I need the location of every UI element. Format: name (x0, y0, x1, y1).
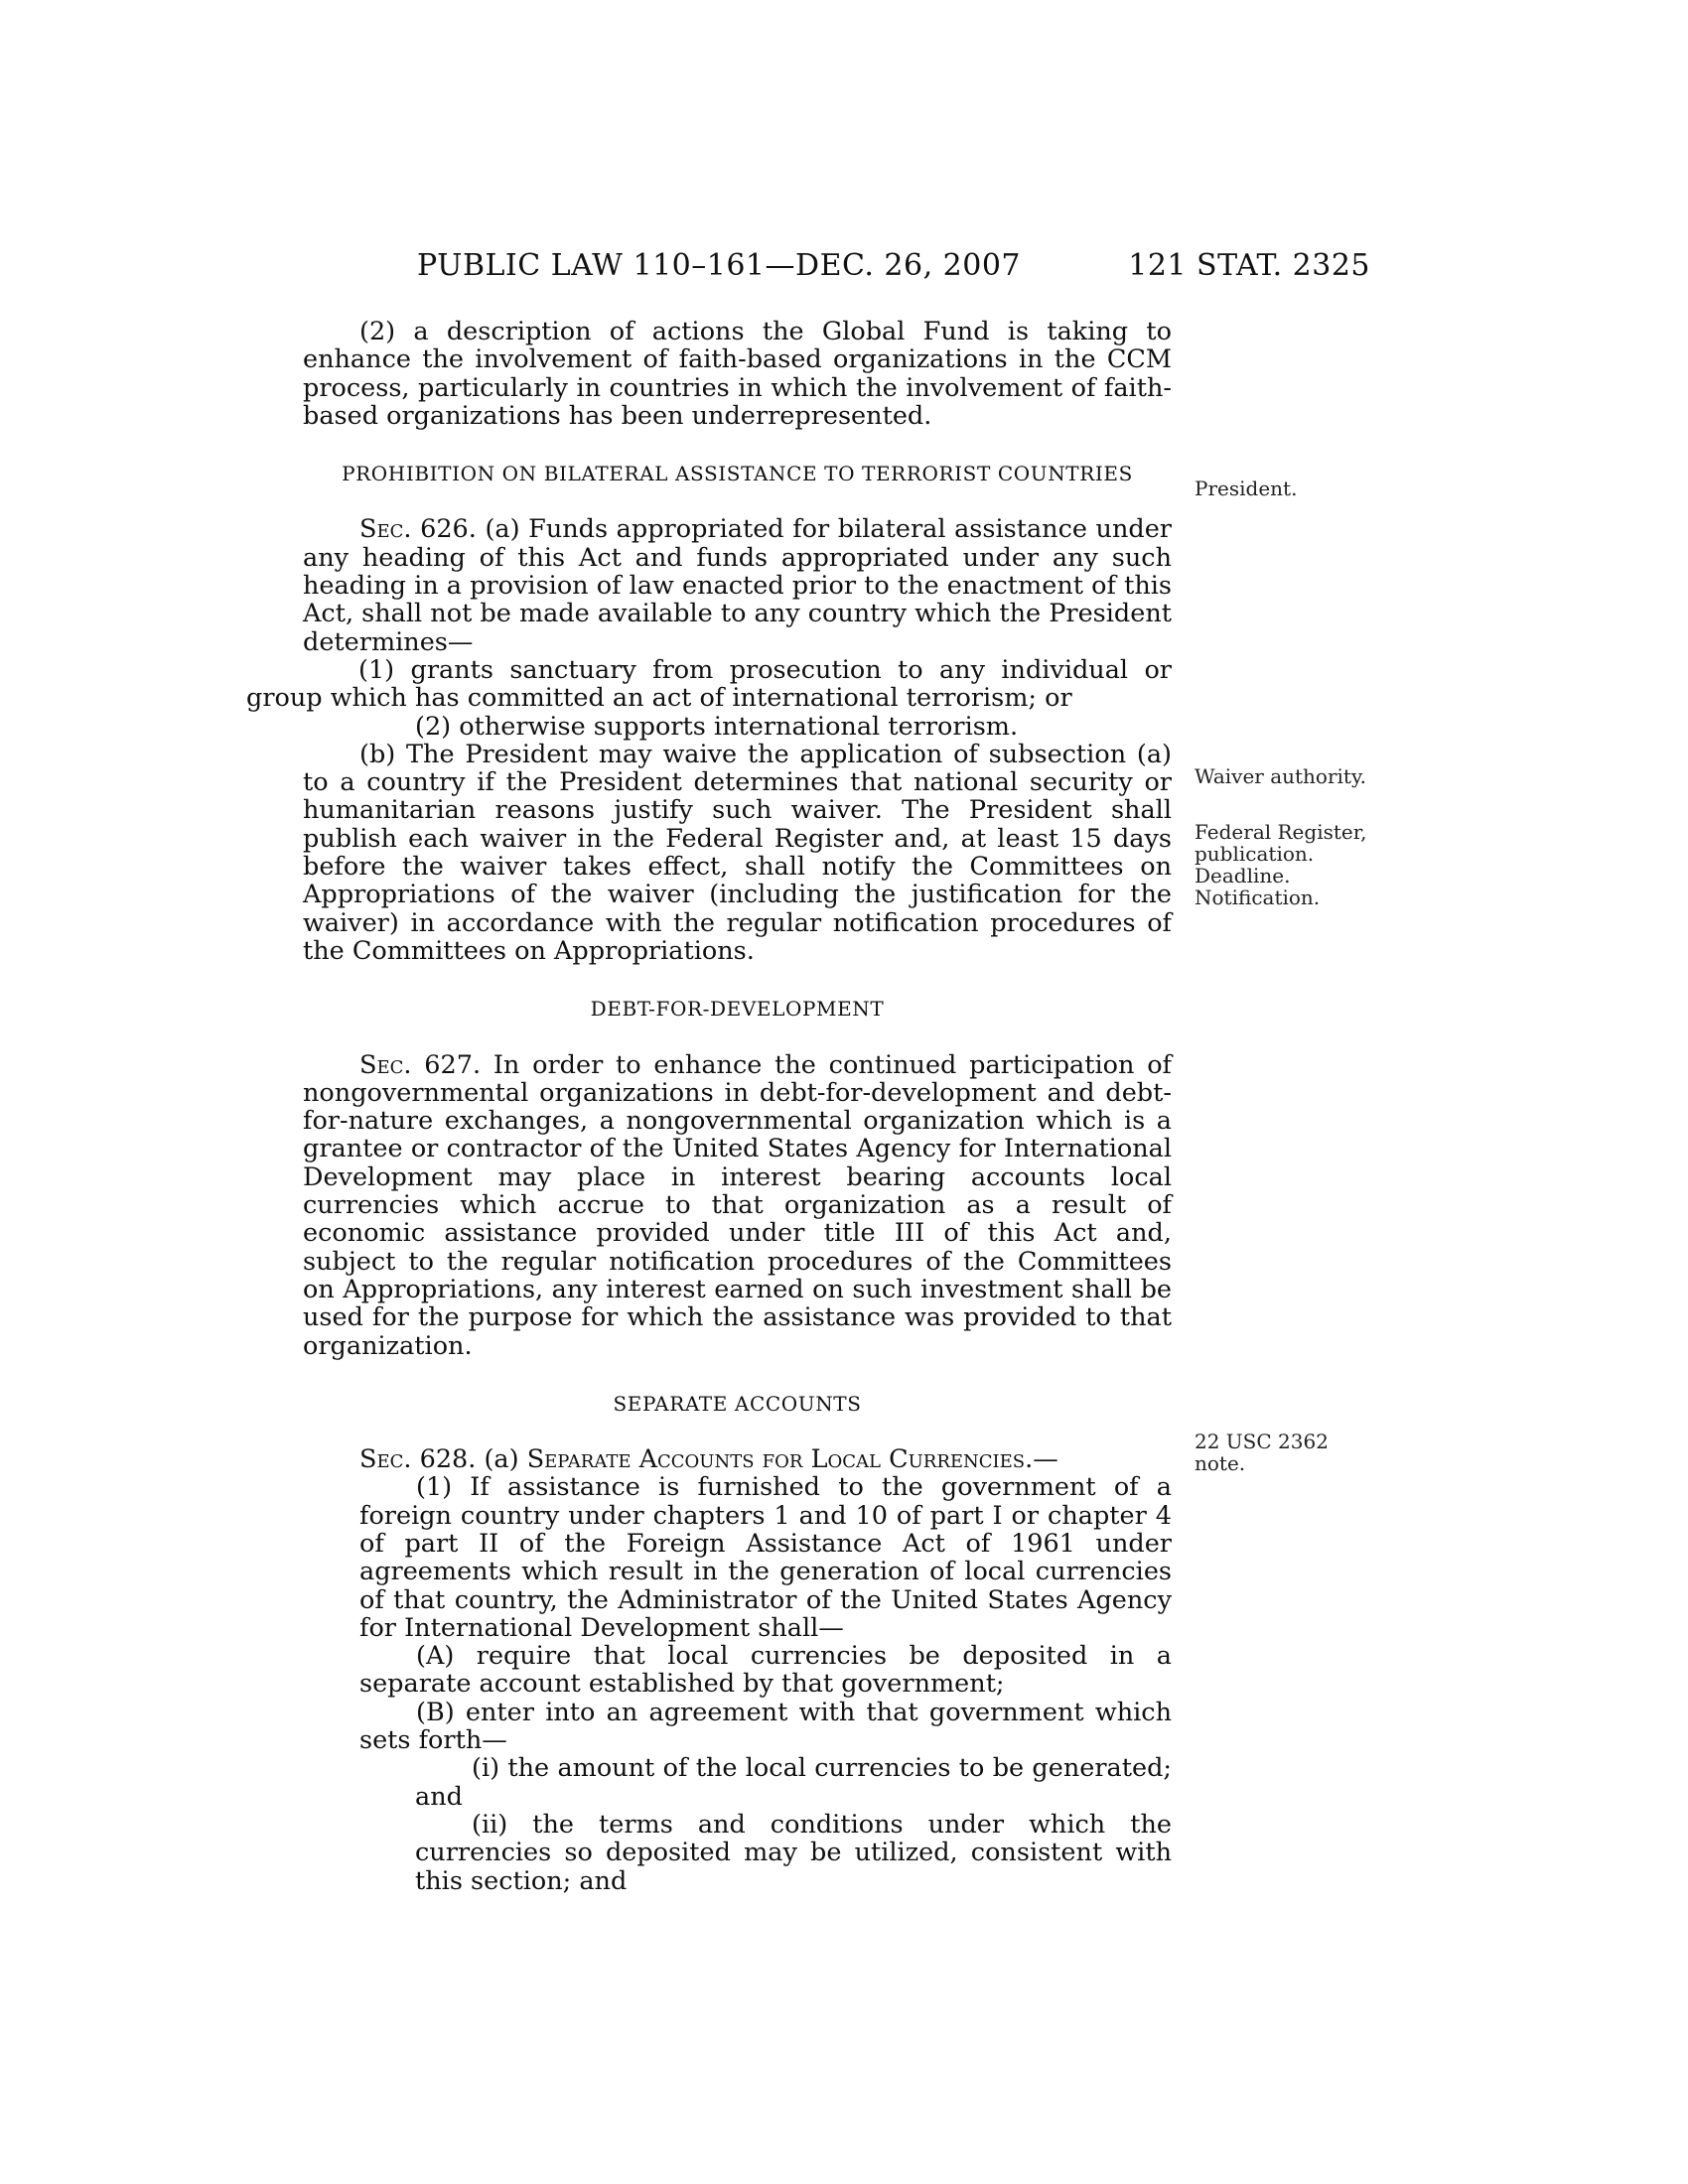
section-628-a-1: (1) If assistance is furnished to the government of a foreign country under chapters 1 and 10 of part I or chapter 4 of part II of the Foreign Assistance Act of 1961 under agreements which result in the generation of local currencies of that country, the Administrator of the United States Agency for International Development shall— (359, 1472, 1172, 1643)
margin-note-line: Notification. (1195, 886, 1321, 909)
margin-note-line: Deadline. (1195, 864, 1291, 887)
margin-note-waiver-authority: Waiver authority. (1195, 764, 1366, 788)
header-public-law: PUBLIC LAW 110–161—DEC. 26, 2007 (417, 248, 1022, 283)
section-626-b: (b) The President may waive the application of subsection (a) to a country if the President determines that national security or humanitarian reasons justify such waiver. The President shall publish each waiver in the Federal Register and, at least 15 days before the waiver takes effect, shall notify the Committees on Appropriations of the waiver (including the justification for the waiver) in accordance with the regular notification procedures of the Committees on Appropriations. (303, 739, 1172, 966)
section-628-a-1-A: (A) require that local currencies be deposited in a separate account established by that government; (359, 1641, 1172, 1700)
section-626-a-1-wrap (246, 656, 1172, 713)
section-626-a (303, 515, 1172, 655)
section-628-a-1-B: (B) enter into an agreement with that government which sets forth— (359, 1697, 1172, 1756)
heading-separate-accounts: SEPARATE ACCOUNTS (613, 1391, 862, 1416)
section-628-a-1-B-ii: (ii) the terms and conditions under which the currencies so deposited may be utilized, consistent with this section; and (415, 1809, 1172, 1896)
margin-note-usc-citation (1195, 1431, 1383, 1474)
margin-note-president: President. (1195, 477, 1298, 500)
section-626-a-2: (2) otherwise supports international terrorism. (415, 711, 1019, 742)
sec-label: Sec. (359, 514, 412, 545)
section-628-a-1-B-i: (i) the amount of the local currencies to be generated; and (415, 1753, 1172, 1812)
section-628-a-heading: Separate Accounts for Local Currencies (526, 1444, 1026, 1475)
margin-note-line: 22 USC 2362 (1195, 1430, 1329, 1453)
margin-note-line: publication. (1195, 842, 1315, 866)
section-626-a-text: 626. (a) Funds appropriated for bilateral assistance under any heading of this Act and funds appropriated under any such heading in a provision of law enacted prior to the enactment of this Act, shall not be made available to any country which the President determines— (303, 514, 1172, 657)
section-628-dash: .— (1025, 1444, 1058, 1475)
section-628-a (303, 1445, 1172, 1473)
section-627 (303, 1051, 1172, 1360)
margin-note-federal-register (1195, 821, 1383, 908)
document-body (246, 317, 1172, 1896)
margin-note-line: note. (1195, 1451, 1246, 1475)
section-626-a-1: (1) grants sanctuary from prosecution to any individual or group which has committed an act of international terrorism; or (246, 654, 1172, 714)
paragraph-global-fund-description: (2) a description of actions the Global Fund is taking to enhance the involvement of faith-based organizations in the CCM process, particularly in countries in which the involvement of faith-based organizations has been underrepresented. (303, 317, 1172, 431)
margin-note-line: Federal Register, (1195, 820, 1367, 844)
page-header (417, 248, 1370, 288)
sec-label: Sec. (359, 1444, 412, 1475)
section-628-num: 628. (a) (411, 1444, 527, 1475)
header-stat-page: 121 STAT. 2325 (1128, 248, 1370, 283)
sec-label: Sec. (359, 1049, 412, 1080)
heading-prohibition-terrorist-countries: PROHIBITION ON BILATERAL ASSISTANCE TO TERRORIST COUNTRIES (342, 462, 1133, 486)
section-627-text: 627. In order to enhance the continued participation of nongovernmental organizations in debt-for-development and debt-for-nature exchanges, a nongovernmental organization which is a grantee or contractor of the United States Agency for International Development may place in interest bearing accounts local currencies which accrue to that organization as a result of economic assistance provided under title III of this Act and, subject to the regular notification procedures of the Committees on Appropriations, any interest earned on such investment shall be used for the purpose for which the assistance was provided to that organization. (303, 1049, 1172, 1361)
heading-debt-for-development: DEBT-FOR-DEVELOPMENT (590, 997, 885, 1022)
